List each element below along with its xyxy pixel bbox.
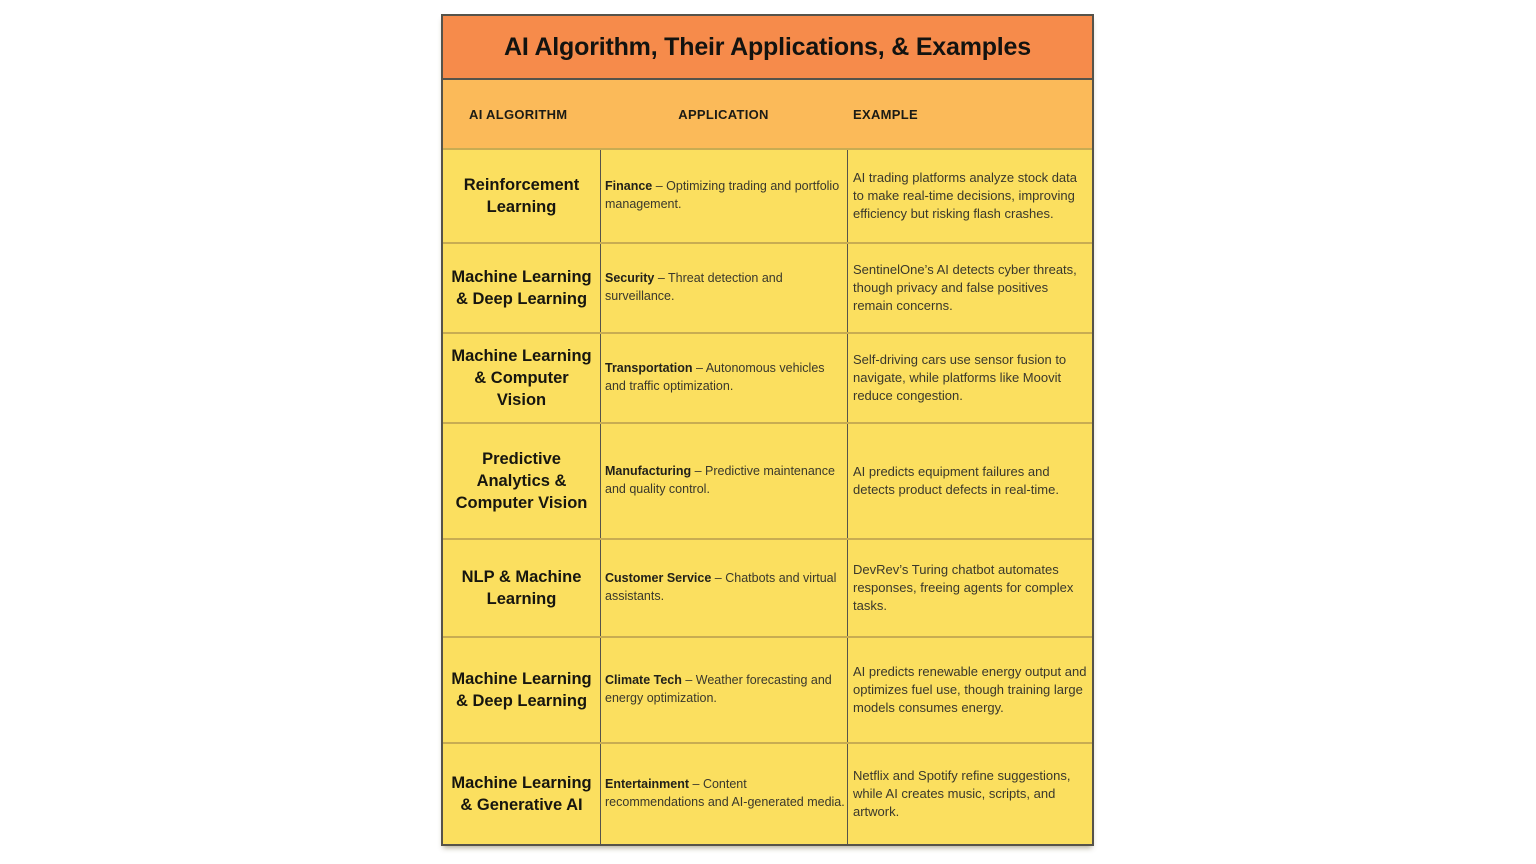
algorithm-cell: Machine Learning & Deep Learning xyxy=(451,669,592,710)
application-cell xyxy=(600,424,847,538)
application-desc: – Threat detection and surveillance. xyxy=(605,271,783,303)
application-cell xyxy=(600,150,847,242)
example-text: Netflix and Spotify refine suggestions, while AI creates music, scripts, and artwork. xyxy=(853,767,1071,820)
application-term: Security xyxy=(605,271,655,286)
example-cell xyxy=(847,150,1092,242)
example-text: AI predicts renewable energy output and optimizes fuel use, though training large models consumes energy. xyxy=(853,663,1087,716)
application-desc: – Predictive maintenance and quality control. xyxy=(605,464,835,496)
example-text: SentinelOne’s AI detects cyber threats, though privacy and false positives remain concerns. xyxy=(853,261,1077,314)
table-row xyxy=(443,742,1092,844)
example-text: AI trading platforms analyze stock data to make real-time decisions, improving efficiency but risking flash crashes. xyxy=(853,169,1078,222)
application-desc: – Chatbots and virtual assistants. xyxy=(605,571,837,603)
example-cell xyxy=(847,638,1092,742)
page-title: AI Algorithm, Their Applications, & Examples xyxy=(504,32,1031,61)
application-desc: – Optimizing trading and portfolio management. xyxy=(605,179,840,211)
application-cell xyxy=(600,638,847,742)
application-term: Climate Tech xyxy=(605,673,682,688)
algorithm-cell: NLP & Machine Learning xyxy=(461,567,582,608)
column-header-algorithm: AI ALGORITHM xyxy=(469,106,568,122)
application-desc: – Weather forecasting and energy optimization. xyxy=(605,673,832,705)
example-text: DevRev’s Turing chatbot automates responses, freeing agents for complex tasks. xyxy=(853,561,1074,614)
table-row xyxy=(443,242,1092,332)
example-text: Self-driving cars use sensor fusion to navigate, while platforms like Moovit reduce congestion. xyxy=(853,351,1067,404)
application-cell xyxy=(600,540,847,636)
algorithm-cell: Machine Learning & Deep Learning xyxy=(451,267,592,308)
algorithm-cell: Reinforcement Learning xyxy=(463,175,580,216)
application-term: Customer Service xyxy=(605,571,712,586)
table-title-bar xyxy=(443,16,1092,80)
application-term: Manufacturing xyxy=(605,464,692,479)
application-cell xyxy=(600,244,847,332)
application-term: Finance xyxy=(605,179,653,194)
application-term: Entertainment xyxy=(605,777,690,792)
application-desc: – Content recommendations and AI-generated media. xyxy=(605,777,845,809)
table-row xyxy=(443,636,1092,742)
application-cell xyxy=(600,334,847,422)
column-header-example: EXAMPLE xyxy=(853,106,918,122)
column-header-application: APPLICATION xyxy=(678,106,769,122)
table-row xyxy=(443,148,1092,242)
example-cell xyxy=(847,744,1092,844)
example-cell xyxy=(847,244,1092,332)
application-term: Transportation xyxy=(605,361,693,376)
example-cell xyxy=(847,540,1092,636)
example-text: AI predicts equipment failures and detects product defects in real-time. xyxy=(853,463,1059,497)
application-cell xyxy=(600,744,847,844)
example-cell xyxy=(847,424,1092,538)
column-header-row xyxy=(443,80,1092,148)
algorithm-cell: Machine Learning & Generative AI xyxy=(451,773,592,814)
ai-algorithm-table xyxy=(441,14,1094,846)
table-row xyxy=(443,332,1092,422)
table-row xyxy=(443,422,1092,538)
application-desc: – Autonomous vehicles and traffic optimization. xyxy=(605,361,825,393)
example-cell xyxy=(847,334,1092,422)
algorithm-cell: Machine Learning & Computer Vision xyxy=(451,346,592,410)
table-row xyxy=(443,538,1092,636)
algorithm-cell: Predictive Analytics & Computer Vision xyxy=(455,449,588,513)
